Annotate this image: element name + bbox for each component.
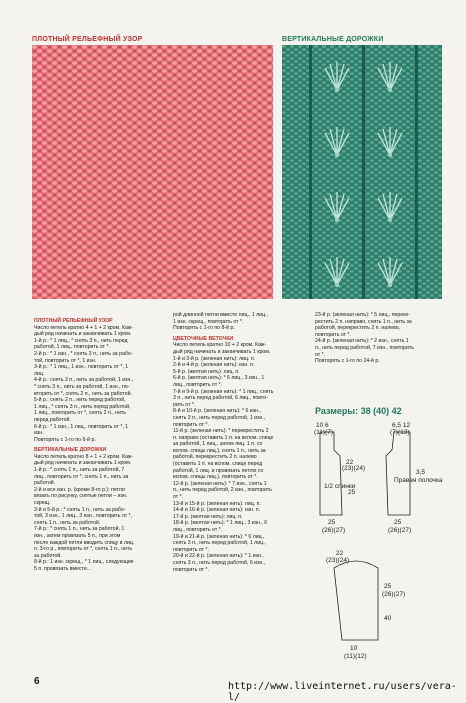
text-line: работой, 1 лиц. и провязать петлю со [173, 467, 264, 474]
text-line: снять 1 п., нить за работой. [34, 519, 101, 526]
text-line: 12-й р. (зеленая нить): * 7 изн., снять 1 [173, 480, 267, 487]
text-line: за работой. [34, 552, 62, 559]
text-line: работой, 1 лиц., повторить от *. [34, 344, 110, 351]
garment-schematic-body [312, 420, 452, 540]
text-line: 7-й и 9-й р. (зеленая нить): * 1 лиц., снять [173, 388, 274, 395]
text-line: 5 п. провязать вместе... [34, 565, 92, 572]
text-line: повторить от *. [173, 566, 209, 573]
text-line: снять 3 п., нить перед работой, 6 изн., [173, 559, 266, 566]
pattern-caption-left: ПЛОТНЫЙ РЕЛЬЕФНЫЙ УЗОР [32, 36, 143, 43]
text-line: 1-й р.: * снять 1 п., нить за работой, 7 [34, 467, 125, 474]
page-number: 6 [34, 676, 40, 687]
text-line: рой длинной петли вместе лиц., 1 лиц., [173, 312, 268, 318]
schema-bottom-front2: (26)(27) [388, 527, 412, 534]
text-line: работой. [34, 480, 56, 487]
text-line: от *. [173, 494, 184, 501]
text-line: изн., затем провязать 5 п., при этом [34, 533, 121, 539]
text-line: 14-й и 16-й р. (зеленая нить): изн. п. [173, 507, 261, 514]
pink-knit-swatch-image [32, 45, 273, 299]
schema-side: 25 [348, 489, 356, 496]
green-knit-swatch-image [282, 45, 442, 299]
text-line: вторить от *, снять 2 п., нить за работой. [34, 390, 132, 397]
text-line: 13-й и 15-й р. (зеленая нить): лиц. п. [173, 500, 261, 507]
schema-bottom2: (26)(27) [322, 527, 346, 534]
text-line: за работой, 1 лиц., затем лиц. 1 п. со [173, 441, 263, 448]
text-line: 2-й р.: * 1 изн., * снять 3 п., нить за рабо- [34, 350, 133, 357]
text-line: 7-й р.: * снять 1 п., нить за работой, 1 [34, 526, 125, 533]
section-title-vertical-paths: ВЕРТИКАЛЬНЫЕ ДОРОЖКИ [34, 447, 107, 454]
text-line: 24-й р. (зеленая нить): * 2 изн., снять 1 [315, 338, 409, 345]
pattern-caption-right: ВЕРТИКАЛЬНЫЕ ДОРОЖКИ [282, 36, 384, 43]
text-column-2 [173, 312, 310, 573]
schema-sleeve-top: 22 [336, 550, 344, 557]
text-line: п., нить перед работой, 7 изн., повторить [315, 344, 414, 351]
text-line: дый ряд начинать и заканчивать 1 кром. [34, 331, 132, 338]
text-line: 4-й р.: снять 2 п., нить за работой, 1 изн., [34, 377, 134, 384]
text-line: 6-й р. (желтая нить): * 6 лиц., 3 изн., 1 [173, 375, 265, 382]
text-line: 17-й р. (желтая нить): лиц. п. [173, 513, 243, 520]
text-line: 8-й и 10-й р. (зеленая нить): * 6 изн., [173, 408, 261, 415]
text-line: 6-й р.: * 1 изн., 1 лиц., повторить от *, 1 [34, 423, 129, 430]
text-column-3 [315, 312, 445, 365]
text-line: дый ряд начинать и заканчивать 1 кром. [34, 460, 132, 467]
schema-back-label: 1/2 спинки [324, 483, 356, 490]
text-line: 18-й р. (желтая нить): * 1 лиц., 3 изн., 6 [173, 520, 268, 527]
text-line: Число петель кратно 10 + 2 кром. Каж- [173, 342, 267, 349]
schema-front-label: Правая полочка [394, 477, 443, 484]
text-line: 20-й и 22-й р. (зеленая нить): * 1 изн., [173, 553, 264, 560]
garment-schematic-sleeve [312, 548, 452, 668]
text-line: Число петель кратно 8 + 1 + 2 кром. Каж- [34, 453, 134, 460]
text-line: рестить 2 п. направо, снять 1 п., нить за [315, 318, 412, 325]
text-line: 1-й и 3-й р. (зеленая нить): лиц. п. [173, 355, 256, 362]
text-line: Повторять с 1-го по 6-й р. [34, 436, 96, 443]
schema-armhole2: (23)(24) [342, 465, 366, 472]
text-line: той, 3 изн., 1 лиц., 3 изн., повторить от *, [34, 513, 132, 520]
schema-sleeve-top2: (23)(24) [326, 557, 350, 564]
text-line: 1-й р.: * 1 лиц., * снять 3 п., нить перед [34, 337, 128, 344]
section-title-dense-relief: ПЛОТНЫЙ РЕЛЬЕФНЫЙ УЗОР [34, 318, 113, 324]
text-line: 5-й р.: снять 2 п., нить перед работой, [34, 397, 126, 404]
schema-sleeve-bottom2: (11)(12) [344, 653, 367, 660]
text-line: 19-й и 21-й р. (зеленая нить): * 6 лиц., [173, 533, 265, 540]
text-line: 8-й р.: 1 изн. скрещ., * 1 лиц., следующие [34, 559, 134, 566]
section-title-flower-twigs: ЦВЕТОЧНЫЕ ВЕТОЧКИ [173, 335, 234, 342]
text-line: перед работой. [34, 416, 71, 423]
text-line: 11-й р. (зеленая нить): * перекрестить 2 [173, 428, 269, 435]
text-line: 2-й и 4-й р. (зеленая нить): изн. п. [173, 362, 255, 369]
text-line: п. 3-го р., повторить от *, снять 1 п., нить [34, 546, 133, 553]
text-line: 1 изн. скрещ., повторить от *. [173, 318, 244, 325]
text-line: п., нить перед работой, 2 изн., повторить [173, 487, 272, 494]
text-line: лиц., повторить от *. [173, 381, 223, 388]
schema-sleeve-side2: (26)(27) [382, 591, 406, 598]
sizes-heading: Размеры: 38 (40) 42 [315, 406, 402, 416]
text-line: вязать по рисунку, снятые петли – изн. [34, 493, 128, 500]
schema-front-top: 6,5 12 [392, 422, 411, 429]
text-line: работой, перекрестить 2 п. налево [173, 454, 257, 461]
text-line: * снять 3 п., нить за работой, 1 изн., по- [34, 383, 130, 390]
text-line: 1 лиц., * снять 3 п., нить перед работой, [34, 403, 131, 410]
schema-armhole: 22 [346, 459, 354, 466]
text-line: снять 3 п., нить перед работой, 1 изн., [173, 414, 266, 421]
text-line: 1 лиц., повторить от *, снять 2 п., нить [34, 410, 126, 417]
schema-depth: 3,5 [416, 469, 426, 476]
text-line: вспом. спицы лиц.), повторить от *. [173, 474, 258, 481]
text-line: 23-й р. (зеленая нить): * 5 лиц., переке- [315, 312, 411, 318]
text-line: (оставить 1 п. на вспом. спице перед [173, 461, 263, 468]
text-line: п. направо (оставить 1 п. на вспом. спице [173, 434, 274, 441]
text-line: работой, перекрестить 2 п. налево, [315, 325, 401, 332]
text-line: вспом. спицы лиц.), снять 1 п., нить за [173, 447, 266, 454]
text-line: лиц. [34, 370, 45, 377]
text-line: лиц., повторить от *. [173, 527, 223, 533]
text-line: повторить от *. [173, 546, 209, 553]
text-line: лиц., повторить от *, снять 1 п., нить за [34, 473, 129, 480]
footer-url-link[interactable]: http://www.liveinternet.ru/users/vera-l/ [228, 681, 457, 703]
schema-bottom-front: 25 [394, 519, 402, 526]
schema-sleeve-bottom: 10 [350, 645, 358, 652]
schema-sleeve-height: 40 [384, 615, 392, 622]
text-line: скрещ. [34, 500, 51, 507]
text-line: Число петель кратно 4 + 1 + 2 кром. Каж- [34, 324, 134, 331]
text-line: Повторять с 1-го по 24-й р. [315, 358, 380, 365]
schema-sleeve-side: 25 [384, 583, 392, 590]
text-line: 3-й р.: * 1 лиц., 1 изн., повторить от *, 1 [34, 364, 129, 371]
text-line: изн. [34, 430, 44, 437]
text-line: рить от *. [173, 401, 196, 408]
text-line: повторить от *. [173, 421, 209, 428]
text-line: 5-й р. (желтая нить): лиц. п. [173, 368, 240, 375]
text-line: 3 п., нить перед работой, 6 лиц., повто- [173, 395, 268, 402]
text-line: дый ряд начинать и заканчивать 1 кром. [173, 348, 271, 355]
text-line: снять 3 п., нить перед работой, 1 лиц., [173, 540, 266, 547]
schema-back-top: 10 6 [316, 422, 329, 429]
text-line: Повторять с 1-го по 8-й р. [173, 325, 235, 332]
text-line: той, повторить от *, 1 изн. [34, 357, 97, 364]
text-line: после каждой петли вводить спицу в лиц. [34, 539, 135, 546]
text-line: повторить от *. [315, 331, 351, 338]
schema-front-top2: (7)(13) [390, 429, 410, 436]
schema-bottom: 25 [328, 519, 336, 526]
text-line: 2-й и все изн. р. (кроме 8-го р.): петли [34, 486, 125, 493]
text-line: 3-й и 5-й р.: * снять 1 п., нить за рабо- [34, 506, 126, 513]
text-line: от *. [315, 351, 326, 358]
schema-back-top2: (11)(7) [314, 429, 334, 436]
text-column-1 [34, 318, 165, 573]
